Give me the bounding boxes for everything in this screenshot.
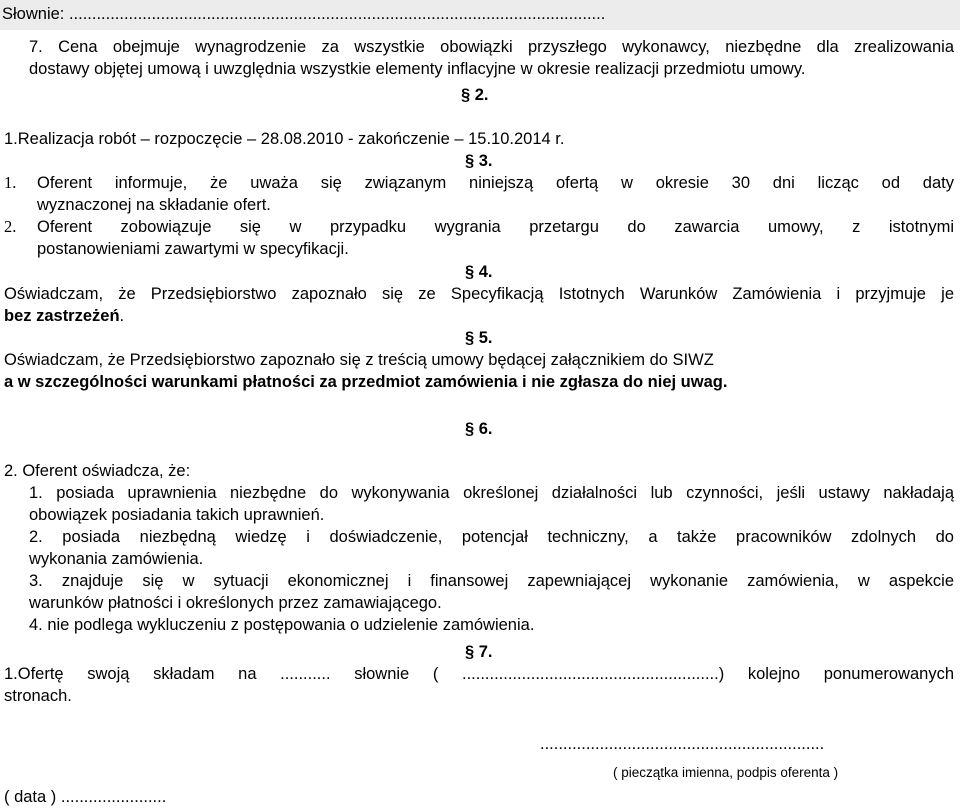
declaration-3-line-1: 3. znajduje się w sytuacji ekonomicznej i finansowej zapewniającej wykonanie zamówienia, w aspekcie [29, 572, 954, 590]
section-3-item-1-line-2: wyznaczonej na składanie ofert. [37, 196, 271, 214]
declaration-3-line-2: warunków płatności i określonych przez zamawiającego. [29, 594, 442, 612]
slownie-line: Słownie: ..................................................................................................................... [0, 0, 960, 30]
without-reservations: bez zastrzeżeń [4, 307, 120, 325]
section-4-heading: § 4. [465, 263, 493, 281]
section-6-intro: 2. Oferent oświadcza, że: [4, 462, 191, 480]
section-5-statement-line-2: a w szczególności warunkami płatności za przedmiot zamówienia i nie zgłasza do niej uwag. [4, 373, 728, 391]
price-clause-line-1: 7. Cena obejmuje wynagrodzenie za wszystkie obowiązki przyszłego wykonawcy, niezbędne dla zrealizowania [29, 38, 954, 56]
declaration-1-line-2: obowiązek posiadania takich uprawnień. [29, 506, 325, 524]
section-3-heading: § 3. [465, 152, 493, 170]
declaration-1-line-1: 1. posiada uprawnienia niezbędne do wykonywania określonej działalności lub czynności, jeśli ustawy nakładają [29, 484, 954, 502]
signature-caption: ( pieczątka imienna, podpis oferenta ) [613, 765, 839, 780]
section-3-item-1-line-1: Oferent informuje, że uważa się związanym niniejszą ofertą w okresie 30 dni licząc od daty [37, 174, 954, 192]
section-6-heading: § 6. [465, 420, 493, 438]
section-3-item-2-line-1: Oferent zobowiązuje się w przypadku wygrania przetargu do zawarcia umowy, z istotnymi [37, 218, 954, 236]
declaration-2-line-2: wykonania zamówienia. [29, 550, 204, 568]
section-3-item-2-line-2: postanowieniami zawartymi w specyfikacji. [37, 240, 349, 258]
section-7-heading: § 7. [465, 643, 493, 661]
price-clause-line-2: dostawy objętej umową i uwzględnia wszystkie elementy inflacyjne w okresie realizacji przedmiotu umowy. [29, 60, 806, 78]
pages-count-line-1: 1.Ofertę swoją składam na ........... słownie ( ........................................................) kolejno ponumerowanych [4, 665, 954, 683]
declaration-2-line-1: 2. posiada niezbędną wiedzę i doświadczenie, potencjał techniczny, a także pracowników zdolnych do [29, 528, 954, 546]
section-5-heading: § 5. [465, 329, 493, 347]
signature-line: .............................................................. [540, 735, 825, 753]
section-3-item-1-number: 1. [4, 173, 17, 192]
section-4-statement-line-1: Oświadczam, że Przedsiębiorstwo zapoznało się ze Specyfikacją Istotnych Warunków Zamówienia i przyjmuje je [4, 285, 954, 303]
section-2-heading: § 2. [461, 86, 489, 104]
section-4-statement-line-2: bez zastrzeżeń. [4, 307, 125, 325]
declaration-4: 4. nie podlega wykluczeniu z postępowania o udzielenie zamówienia. [29, 616, 535, 634]
section-3-item-2-number: 2. [4, 217, 17, 236]
realization-dates: 1.Realizacja robót – rozpoczęcie – 28.08.2010 - zakończenie – 15.10.2014 r. [4, 130, 565, 148]
section-5-statement-line-1: Oświadczam, że Przedsiębiorstwo zapoznało się z treścią umowy będącej załącznikiem do SIWZ [4, 351, 714, 369]
pages-count-line-2: stronach. [4, 687, 72, 705]
date-field: ( data ) ....................... [4, 788, 167, 806]
